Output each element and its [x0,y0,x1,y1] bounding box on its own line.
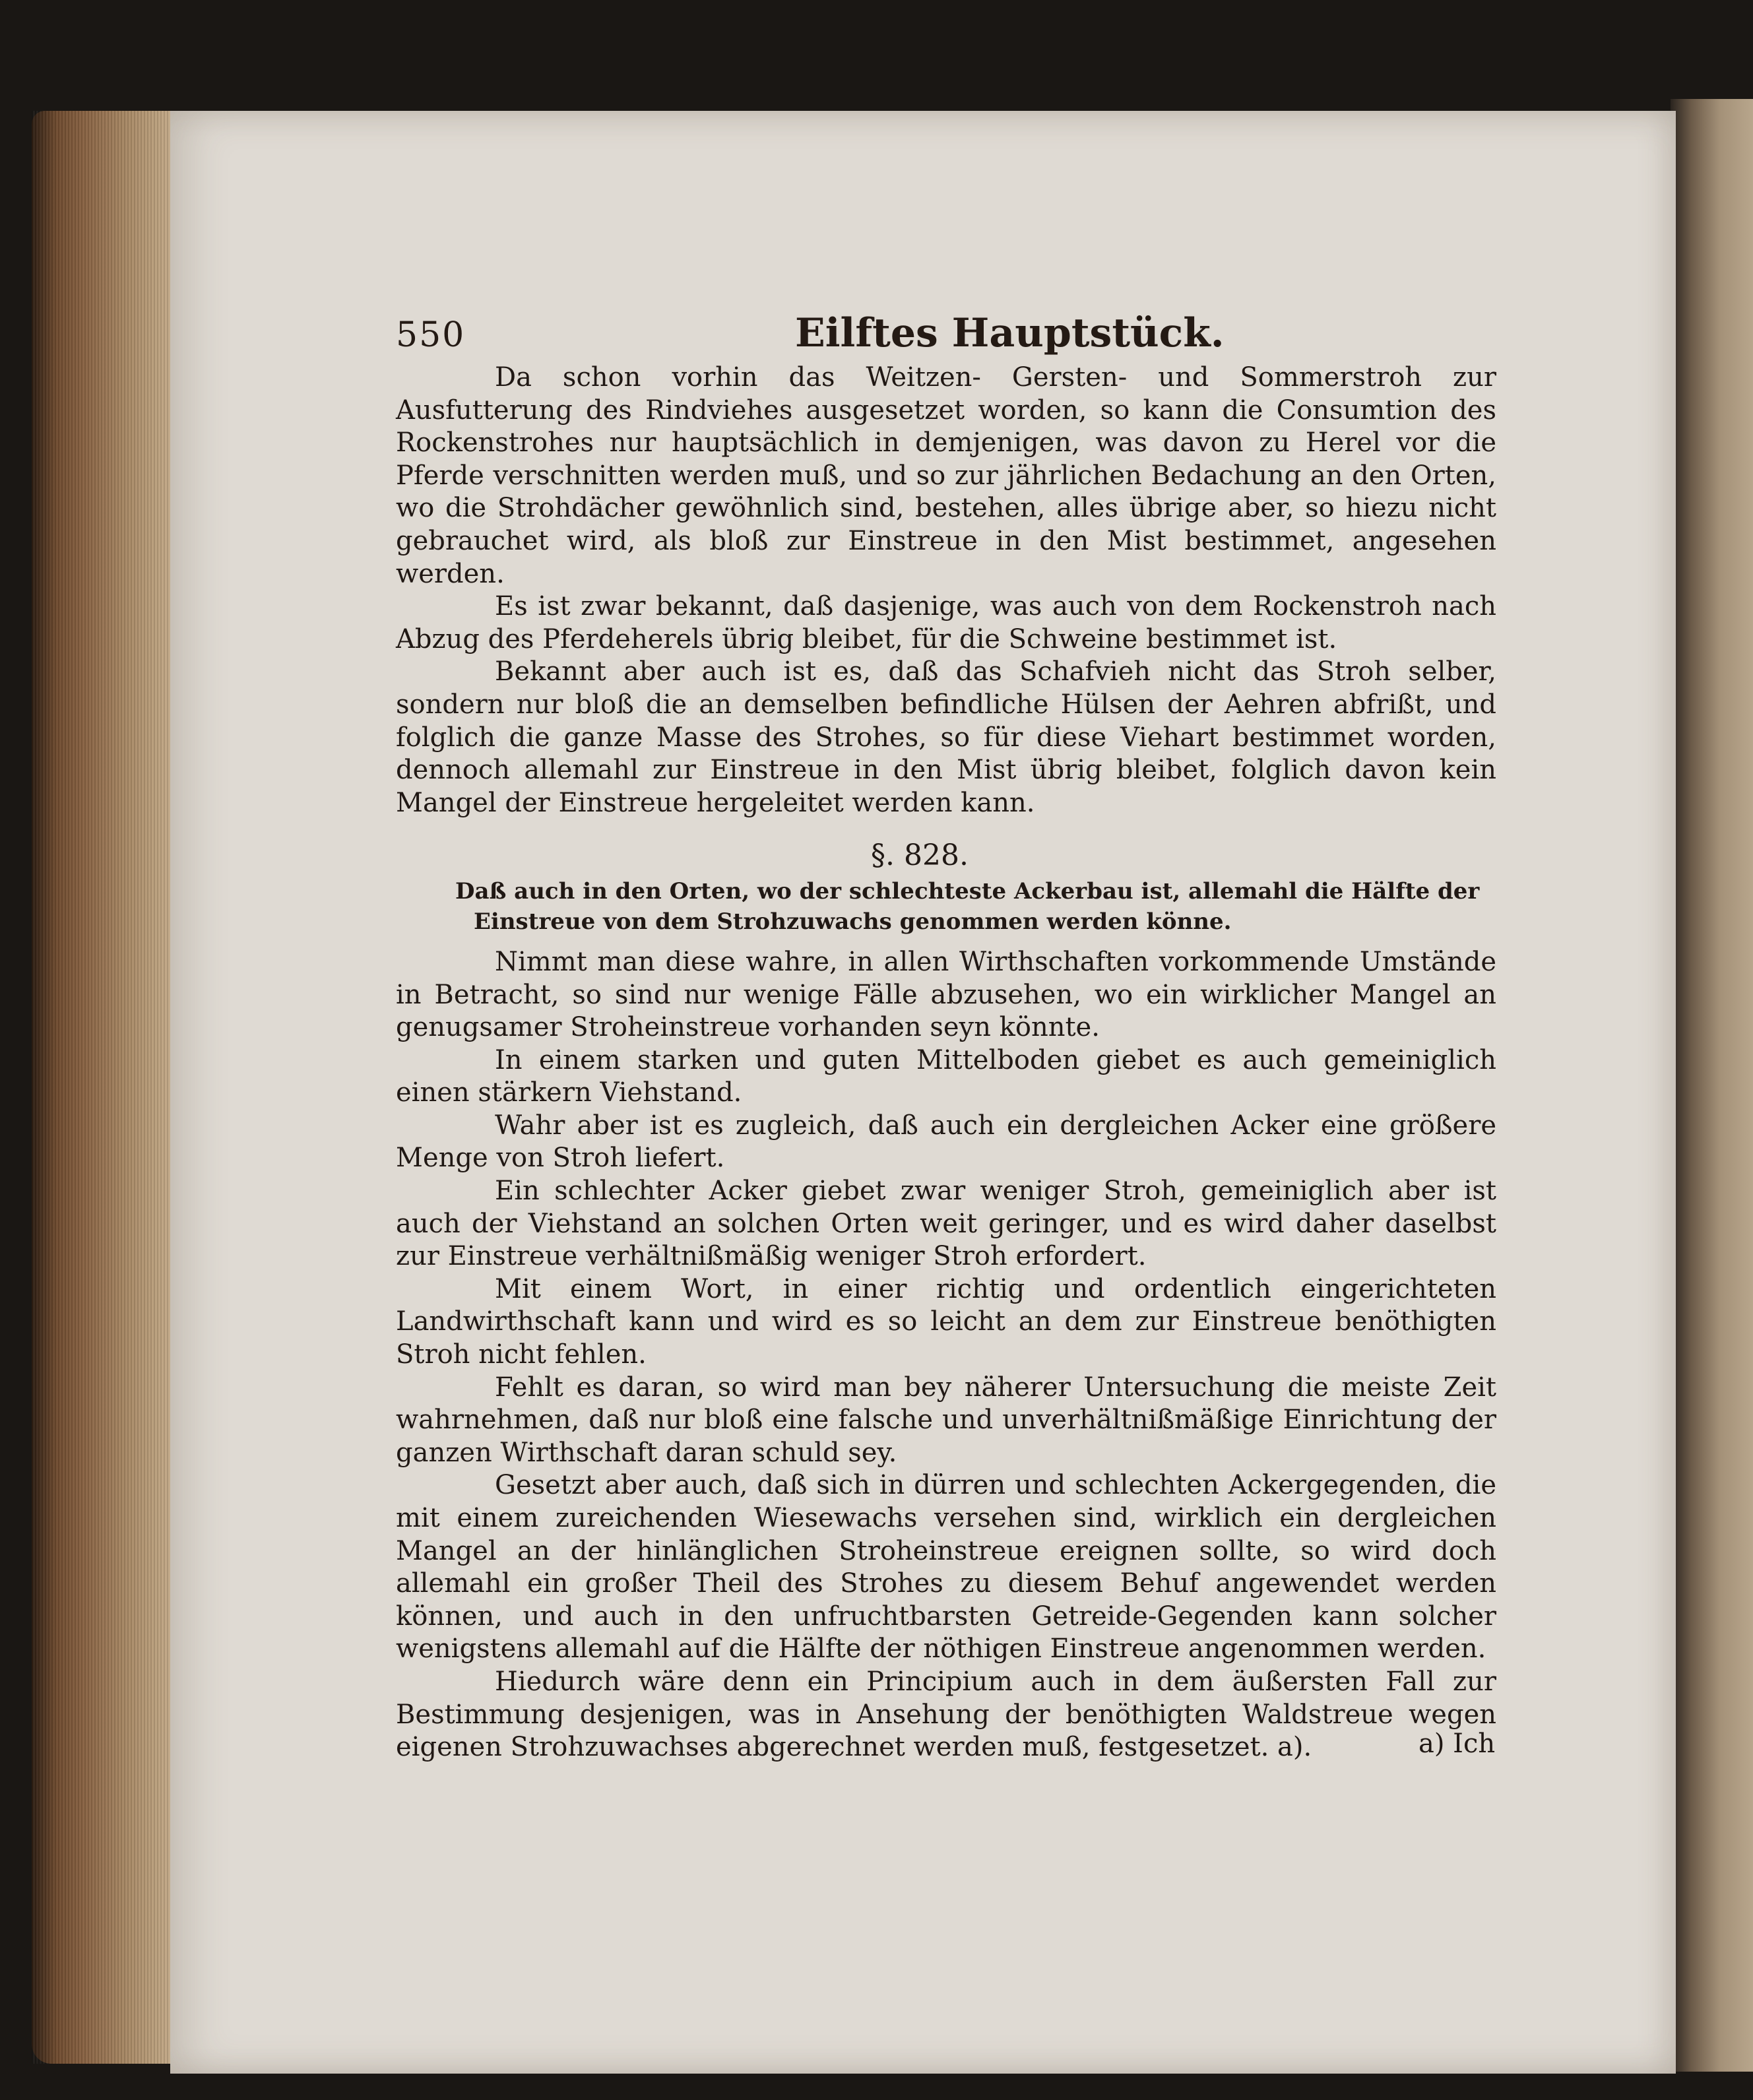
paragraph: Mit einem Wort, in einer richtig und ordentlich eingerichteten Landwirthschaft kann und wird es so leicht an dem zur Einstreue benöthigten Stroh nicht fehlen. [396,1273,1496,1370]
paragraph: In einem starken und guten Mittelboden giebet es auch gemeiniglich einen stärkern Viehstand. [396,1044,1496,1108]
paragraph: Gesetzt aber auch, daß sich in dürren und schlechten Ackergegenden, die mit einem zureichenden Wiesewachs versehen sind, wirklich ein dergleichen Mangel an der hinlänglichen Stroheinstreue ereignen sollte, so wird doch allemahl ein großer Theil des Strohes zu diesem Behuf angewendet werden können, und auch in den unfruchtbarsten Getreide-Gegenden kann solcher wenigstens allemahl auf die Hälfte der nöthigen Einstreue angenommen werden. [396,1470,1496,1665]
section-title [396,876,1496,937]
section-title-line: Einstreue von dem Strohzuwachs genommen werden könne. [474,908,1232,935]
paragraph: Hiedurch wäre denn ein Principium auch in dem äußersten Fall zur Bestimmung desjenigen, was in Ansehung der benöthigten Waldstreue wegen eigenen Strohzuwachses abgerechnet werden muß, festgesetzet. a). [396,1666,1496,1763]
paragraph: Wahr aber ist es zugleich, daß auch ein dergleichen Acker eine größere Menge von Stroh liefert. [396,1110,1496,1174]
section-number: §. 828. [871,839,969,873]
paragraph: Ein schlechter Acker giebet zwar weniger Stroh, gemeiniglich aber ist auch der Viehstand an solchen Orten weit geringer, und es wird daher daselbst zur Einstreue verhältnißmäßig weniger Stroh erfordert. [396,1176,1496,1272]
page-number: 550 [396,315,466,355]
paragraph: Es ist zwar bekannt, daß dasjenige, was auch von dem Rockenstroh nach Abzug des Pferdeherels übrig bleibet, für die Schweine bestimmet ist. [396,591,1496,654]
paragraph: Bekannt aber auch ist es, daß das Schafvieh nicht das Stroh selber, sondern nur bloß die an demselben befindliche Hülsen der Aehren abfrißt, und folglich die ganze Masse des Strohes, so für diese Viehart bestimmet worden, dennoch allemahl zur Einstreue in den Mist übrig bleibet, folglich davon kein Mangel der Einstreue hergeleitet werden kann. [396,656,1496,818]
running-title: Eilftes Hauptstück. [795,310,1225,356]
section-title-line: Daß auch in den Orten, wo der schlechteste Ackerbau ist, allemahl die Hälfte der [455,877,1480,905]
catchword: a) Ich [1418,1729,1496,1759]
paragraph: Nimmt man diese wahre, in allen Wirthschaften vorkommende Umstände in Betracht, so sind nur wenige Fälle abzusehen, wo ein wirklicher Mangel an genugsamer Stroheinstreue vorhanden seyn könnte. [396,946,1496,1043]
facing-page-edge [1671,99,1753,2072]
book-block-edge [32,111,170,2064]
page-header [396,310,1451,356]
page-body [396,362,1496,1764]
paragraph: Da schon vorhin das Weitzen- Gersten- und Sommerstroh zur Ausfutterung des Rindviehes ausgesetzet worden, so kann die Consumtion des Rockenstrohes nur hauptsächlich in demjenigen, was davon zu Herel vor die Pferde verschnitten werden muß, und so zur jährlichen Bedachung an den Orten, wo die Strohdächer gewöhnlich sind, bestehen, alles übrige aber, so hiezu nicht gebrauchet wird, als bloß zur Einstreue in den Mist bestimmet, angesehen werden. [396,362,1496,589]
paragraph: Fehlt es daran, so wird man bey näherer Untersuchung die meiste Zeit wahrnehmen, daß nur bloß eine falsche und unverhältnißmäßige Einrichtung der ganzen Wirthschaft daran schuld sey. [396,1372,1496,1468]
